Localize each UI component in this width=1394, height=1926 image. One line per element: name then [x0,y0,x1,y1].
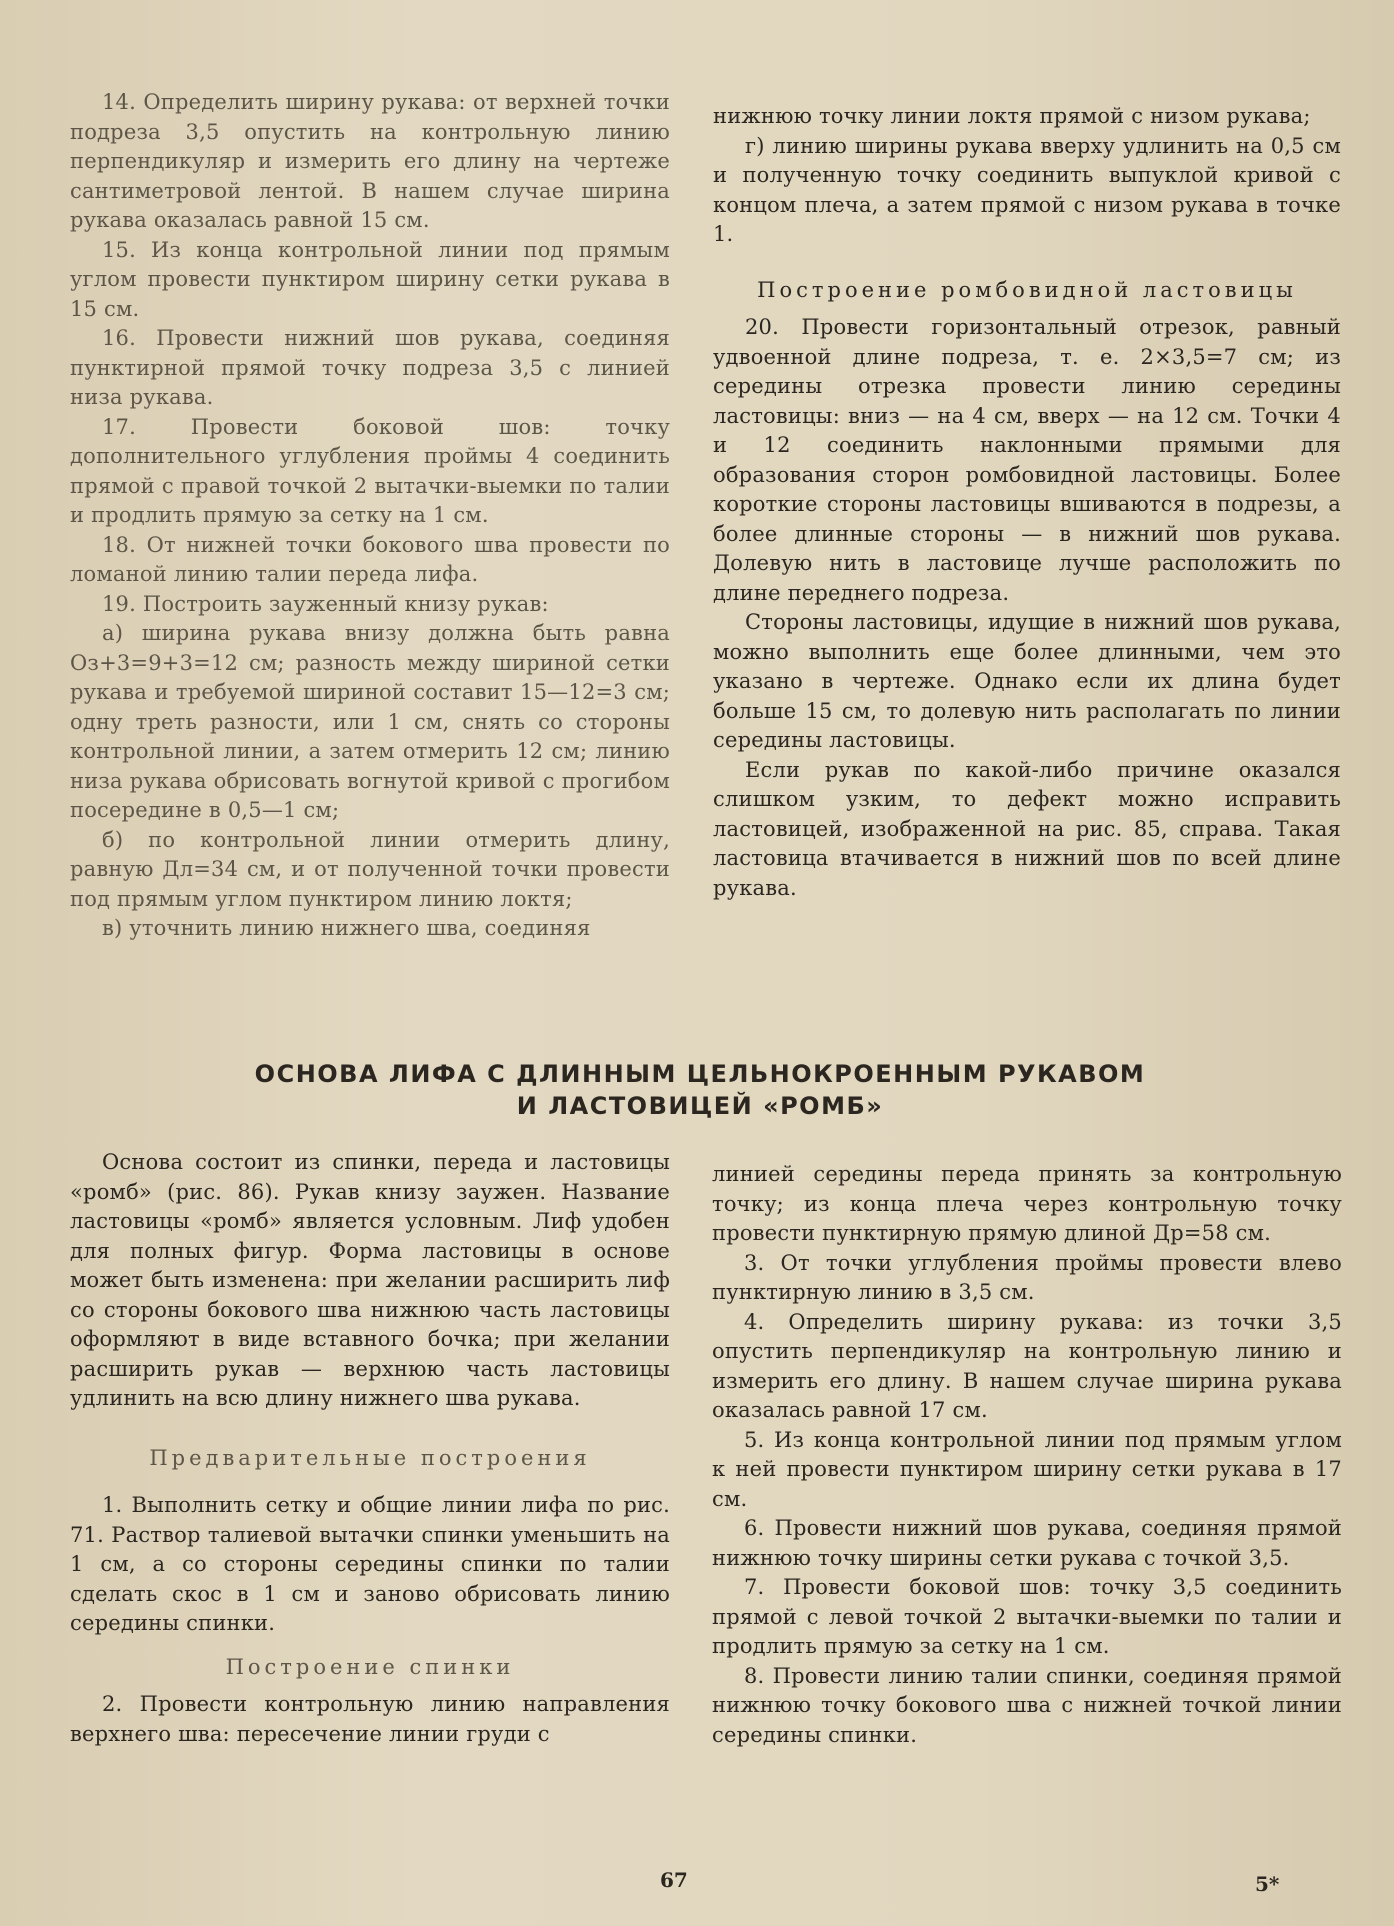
paragraph: 3. От точки углубления проймы провести влево пунктирную линию в 3,5 см. [712,1250,1342,1304]
paragraph: а) ширина рукава внизу должна быть равна Оз+3=9+3=12 см; разность между шириной сетки рукава и требуемой шириной составит 15—12=3 см; одну треть разности, или 1 см, снять со стороны контрольной линии, а затем отмерить 12 см; линию низа рукава обрисовать вогнутой кривой с прогибом посередине в 0,5—1 см; [70,621,670,822]
paragraph: 15. Из конца контрольной линии под прямым углом провести пунктиром ширину сетки рукава в 15 см. [70,237,670,321]
paragraph: 8. Провести линию талии спинки, соединяя прямой нижнюю точку бокового шва с нижней точкой линии середины спинки. [712,1663,1342,1747]
paragraph: Если рукав по какой-либо причине оказался слишком узким, то дефект можно исправить ластовицей, изображенной на рис. 85, справа. Такая ластовица втачивается в нижний шов по всей длине рукава. [713,757,1341,900]
paragraph: г) линию ширины рукава вверху удлинить на 0,5 см и полученную точку соединить выпуклой кривой с концом плеча, а затем прямой с низом рукава в точке 1. [713,133,1341,246]
paragraph: 20. Провести горизонтальный отрезок, равный удвоенной длине подреза, т. е. 2×3,5=7 см; из середины отрезка провести линию середины ластовицы: вниз — на 4 см, вверх — на 12 см. Точки 4 и 12 соединить наклонными прямыми для образования сторон ромбовидной ластовицы. Более короткие стороны ластовицы вшиваются в подрезы, а более длинные стороны — в нижний шов рукава. Долевую нить в ластовице лучше расположить по длине переднего подреза. [713,315,1341,605]
paragraph-continuation: нижнюю точку линии локтя прямой с низом рукава; [713,104,1311,128]
paragraph: б) по контрольной линии отмерить длину, равную Дл=34 см, и от полученной точки провести под прямым углом пунктиром линию локтя; [70,827,670,911]
chapter-title [200,1058,1200,1122]
paragraph: 1. Выполнить сетку и общие линии лифа по рис. 71. Раствор талиевой вытачки спинки уменьшить на 1 см, а со стороны середины спинки по талии сделать скос в 1 см и заново обрисовать линию середины спинки. [70,1493,670,1635]
paragraph: в) уточнить линию нижнего шва, соединяя [102,916,591,940]
paragraph: 19. Построить зауженный книзу рукав: [102,591,549,616]
paragraph: Основа состоит из спинки, переда и ластовицы «ромб» (рис. 86). Рукав книзу заужен. Название ластовицы «ромб» является условным. Лиф удобен для полных фигур. Форма ластовицы в основе может быть изменена: при желании расширить лиф со стороны бокового шва нижнюю часть ластовицы оформляют в виде вставного бочка; при желании расширить рукав — верхнюю часть ластовицы удлинить на всю длину нижнего шва рукава. [70,1150,670,1410]
paragraph: 14. Определить ширину рукава: от верхней точки подреза 3,5 опустить на контрольную линию перпендикуляр и измерить его длину на чертеже сантиметровой лентой. В нашем случае ширина рукава оказалась равной 15 см. [70,90,670,232]
paragraph-continuation: линией середины переда принять за контрольную точку; из конца плеча через контрольную точку провести пунктирную прямую длиной Др=58 см. [712,1162,1342,1245]
paragraph: 17. Провести боковой шов: точку дополнительного углубления проймы 4 соединить прямой с правой точкой 2 вытачки-выемки по талии и продлить прямую за сетку на 1 см. [70,414,670,527]
top-left-column [70,88,670,944]
signature-mark: 5* [1255,1872,1280,1896]
chapter-title-line: ОСНОВА ЛИФА С ДЛИННЫМ ЦЕЛЬНОКРОЕННЫМ РУКАВОМ [254,1060,1146,1088]
section-heading: Построение ромбовидной ластовицы [757,277,1297,302]
section-heading: Предварительные построения [149,1445,591,1470]
paragraph: 16. Провести нижний шов рукава, соединяя пунктирной прямой точку подреза 3,5 с линией низа рукава. [70,326,670,409]
paragraph: Стороны ластовицы, идущие в нижний шов рукава, можно выполнить еще более длинными, чем это указано в чертеже. Однако если их длина будет больше 15 см, то долевую нить располагать по линии середины ластовицы. [713,610,1341,752]
paragraph: 5. Из конца контрольной линии под прямым углом к ней провести пунктиром ширину сетки рукава в 17 см. [712,1427,1342,1511]
paragraph: 4. Определить ширину рукава: из точки 3,5 опустить перпендикуляр на контрольную линию и измерить его длину. В нашем случае ширина рукава оказалась равной 17 см. [712,1309,1342,1422]
chapter-title-line: И ЛАСТОВИЦЕЙ «РОМБ» [516,1092,884,1120]
bottom-left-column [70,1148,670,1749]
section-heading: Построение спинки [225,1654,515,1679]
top-right-column [713,102,1341,903]
paragraph: 7. Провести боковой шов: точку 3,5 соединить прямой с левой точкой 2 вытачки-выемки по талии и продлить прямую за сетку на 1 см. [712,1575,1342,1658]
bottom-right-column [712,1160,1342,1750]
paragraph: 6. Провести нижний шов рукава, соединяя прямой нижнюю точку ширины сетки рукава с точкой 3,5. [712,1516,1342,1570]
paragraph: 18. От нижней точки бокового шва провести по ломаной линию талии переда лифа. [70,532,670,586]
paragraph: 2. Провести контрольную линию направления верхнего шва: пересечение линии груди с [70,1692,670,1746]
page-number: 67 [660,1868,688,1892]
